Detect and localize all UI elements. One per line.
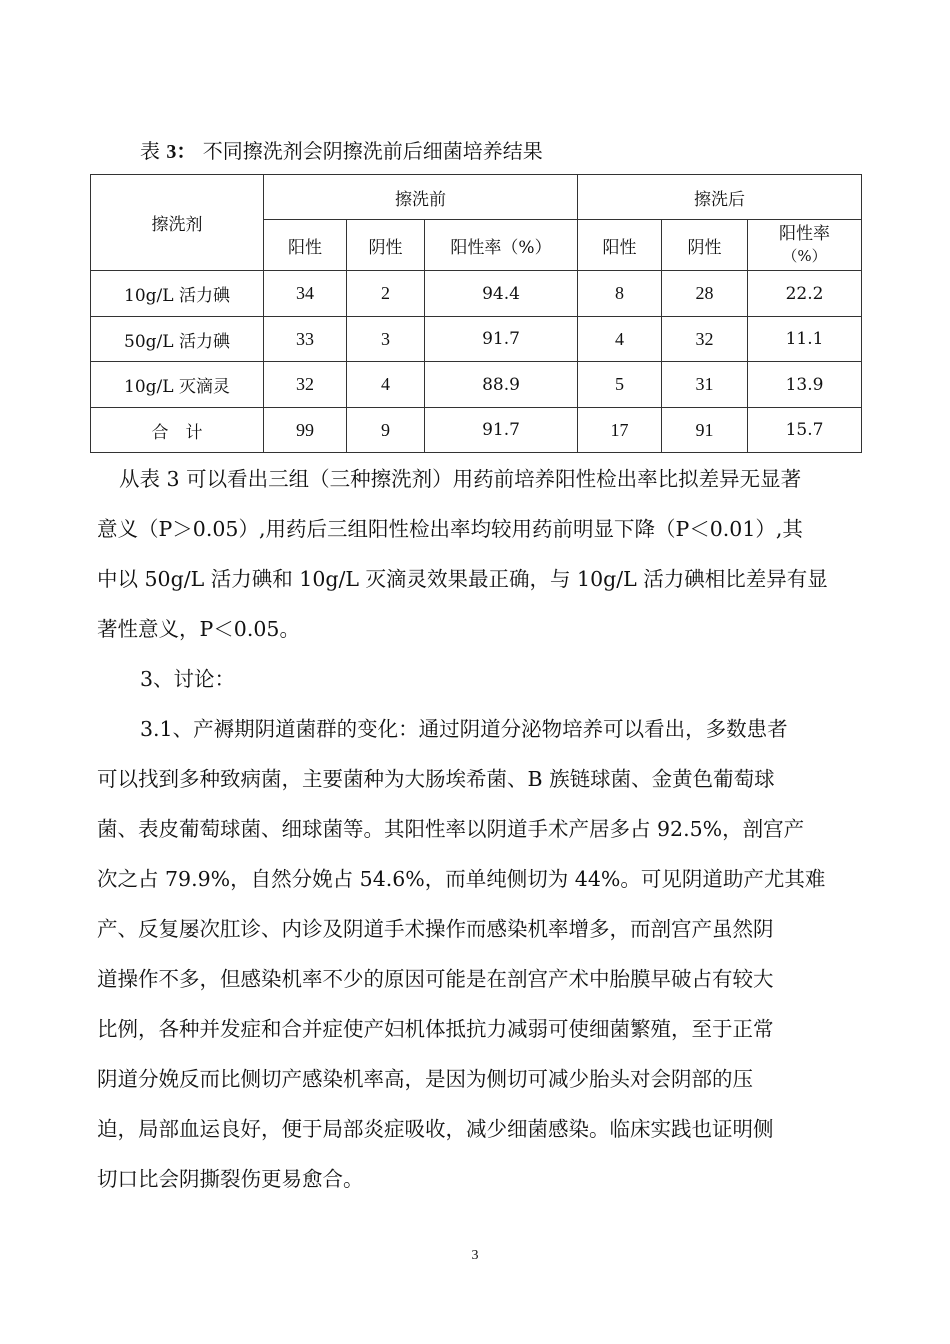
- header-after-negative: 阴性: [662, 220, 748, 271]
- cell-before-rate: 88.9: [425, 362, 578, 408]
- header-before-negative: 阴性: [347, 220, 425, 271]
- cell-before-positive: 33: [264, 317, 347, 362]
- cell-after-rate: 13.9: [748, 362, 862, 408]
- cell-before-rate: 91.7: [425, 317, 578, 362]
- paragraph-line: 可以找到多种致病菌，主要菌种为大肠埃希菌、B 族链球菌、金黄色葡萄球: [97, 767, 775, 791]
- cell-after-rate: 11.1: [748, 317, 862, 362]
- cell-after-positive: 17: [578, 408, 662, 453]
- header-before-rate: 阳性率（%）: [425, 220, 578, 271]
- cell-after-negative: 91: [662, 408, 748, 453]
- table-row: [91, 317, 862, 362]
- results-table: [90, 174, 862, 453]
- cell-after-positive: 8: [578, 271, 662, 317]
- paragraph-line: 著性意义，P＜0.05。: [97, 617, 300, 641]
- table-caption: [140, 138, 543, 165]
- cell-before-negative: 3: [347, 317, 425, 362]
- table-header-row-1: [91, 175, 862, 220]
- paragraph-line: 道操作不多，但感染机率不少的原因可能是在剖宫产术中胎膜早破占有较大: [97, 967, 774, 991]
- cell-agent: 10g/L 灭滴灵: [91, 362, 264, 408]
- header-after-rate: [748, 220, 862, 271]
- header-agent: 擦洗剂: [91, 175, 264, 271]
- paragraph-line: 从表 3 可以看出三组（三种擦洗剂）用药前培养阳性检出率比拟差异无显著: [119, 467, 802, 491]
- caption-text: 不同擦洗剂会阴擦洗前后细菌培养结果: [202, 139, 543, 163]
- cell-before-positive: 99: [264, 408, 347, 453]
- paragraph-line: 比例，各种并发症和合并症使产妇机体抵抗力减弱可使细菌繁殖，至于正常: [97, 1017, 774, 1041]
- cell-after-negative: 28: [662, 271, 748, 317]
- section-heading: 3、讨论：: [140, 667, 236, 691]
- paragraph-line: 阴道分娩反而比侧切产感染机率高，是因为侧切可减少胎头对会阴部的压: [97, 1067, 753, 1091]
- cell-agent: 50g/L 活力碘: [91, 317, 264, 362]
- paragraph-line: 菌、表皮葡萄球菌、细球菌等。其阳性率以阴道手术产居多占 92.5%，剖宫产: [97, 817, 805, 841]
- cell-after-positive: 4: [578, 317, 662, 362]
- cell-after-negative: 32: [662, 317, 748, 362]
- table-total-row: [91, 408, 862, 453]
- paragraph-line: 迫，局部血运良好，便于局部炎症吸收，减少细菌感染。临床实践也证明侧: [97, 1117, 774, 1141]
- cell-before-positive: 34: [264, 271, 347, 317]
- results-paragraph: [97, 454, 857, 654]
- cell-before-negative: 9: [347, 408, 425, 453]
- header-before-positive: 阳性: [264, 220, 347, 271]
- cell-agent: 10g/L 活力碘: [91, 271, 264, 317]
- cell-after-negative: 31: [662, 362, 748, 408]
- cell-before-rate: 91.7: [425, 408, 578, 453]
- cell-before-positive: 32: [264, 362, 347, 408]
- cell-before-negative: 2: [347, 271, 425, 317]
- table-row: [91, 271, 862, 317]
- header-after-rate-line2: （%）: [782, 247, 827, 265]
- caption-number: 3：: [166, 141, 197, 163]
- header-before: 擦洗前: [264, 175, 578, 220]
- cell-after-rate: 15.7: [748, 408, 862, 453]
- table-row: [91, 362, 862, 408]
- header-after-rate-line1: 阳性率: [779, 224, 831, 244]
- cell-before-rate: 94.4: [425, 271, 578, 317]
- cell-agent: 合 计: [91, 408, 264, 453]
- caption-prefix: 表: [140, 139, 160, 163]
- header-after: 擦洗后: [578, 175, 862, 220]
- page-number: 3: [471, 1248, 479, 1263]
- paragraph-line: 中以 50g/L 活力碘和 10g/L 灭滴灵效果最正确，与 10g/L 活力碘相比差异有显: [97, 567, 828, 591]
- cell-before-negative: 4: [347, 362, 425, 408]
- paragraph-line: 产、反复屡次肛诊、内诊及阴道手术操作而感染机率增多，而剖宫产虽然阴: [97, 917, 774, 941]
- paragraph-line: 意义（P＞0.05）,用药后三组阳性检出率均较用药前明显下降（P＜0.01）,其: [97, 517, 803, 541]
- discussion-paragraph: [97, 704, 857, 1204]
- paragraph-line: 切口比会阴撕裂伤更易愈合。: [97, 1167, 364, 1191]
- paragraph-line: 次之占 79.9%，自然分娩占 54.6%，而单纯侧切为 44%。可见阴道助产尤其难: [97, 867, 826, 891]
- cell-after-rate: 22.2: [748, 271, 862, 317]
- cell-after-positive: 5: [578, 362, 662, 408]
- paragraph-line: 3.1、产褥期阴道菌群的变化：通过阴道分泌物培养可以看出，多数患者: [140, 717, 788, 741]
- header-after-positive: 阳性: [578, 220, 662, 271]
